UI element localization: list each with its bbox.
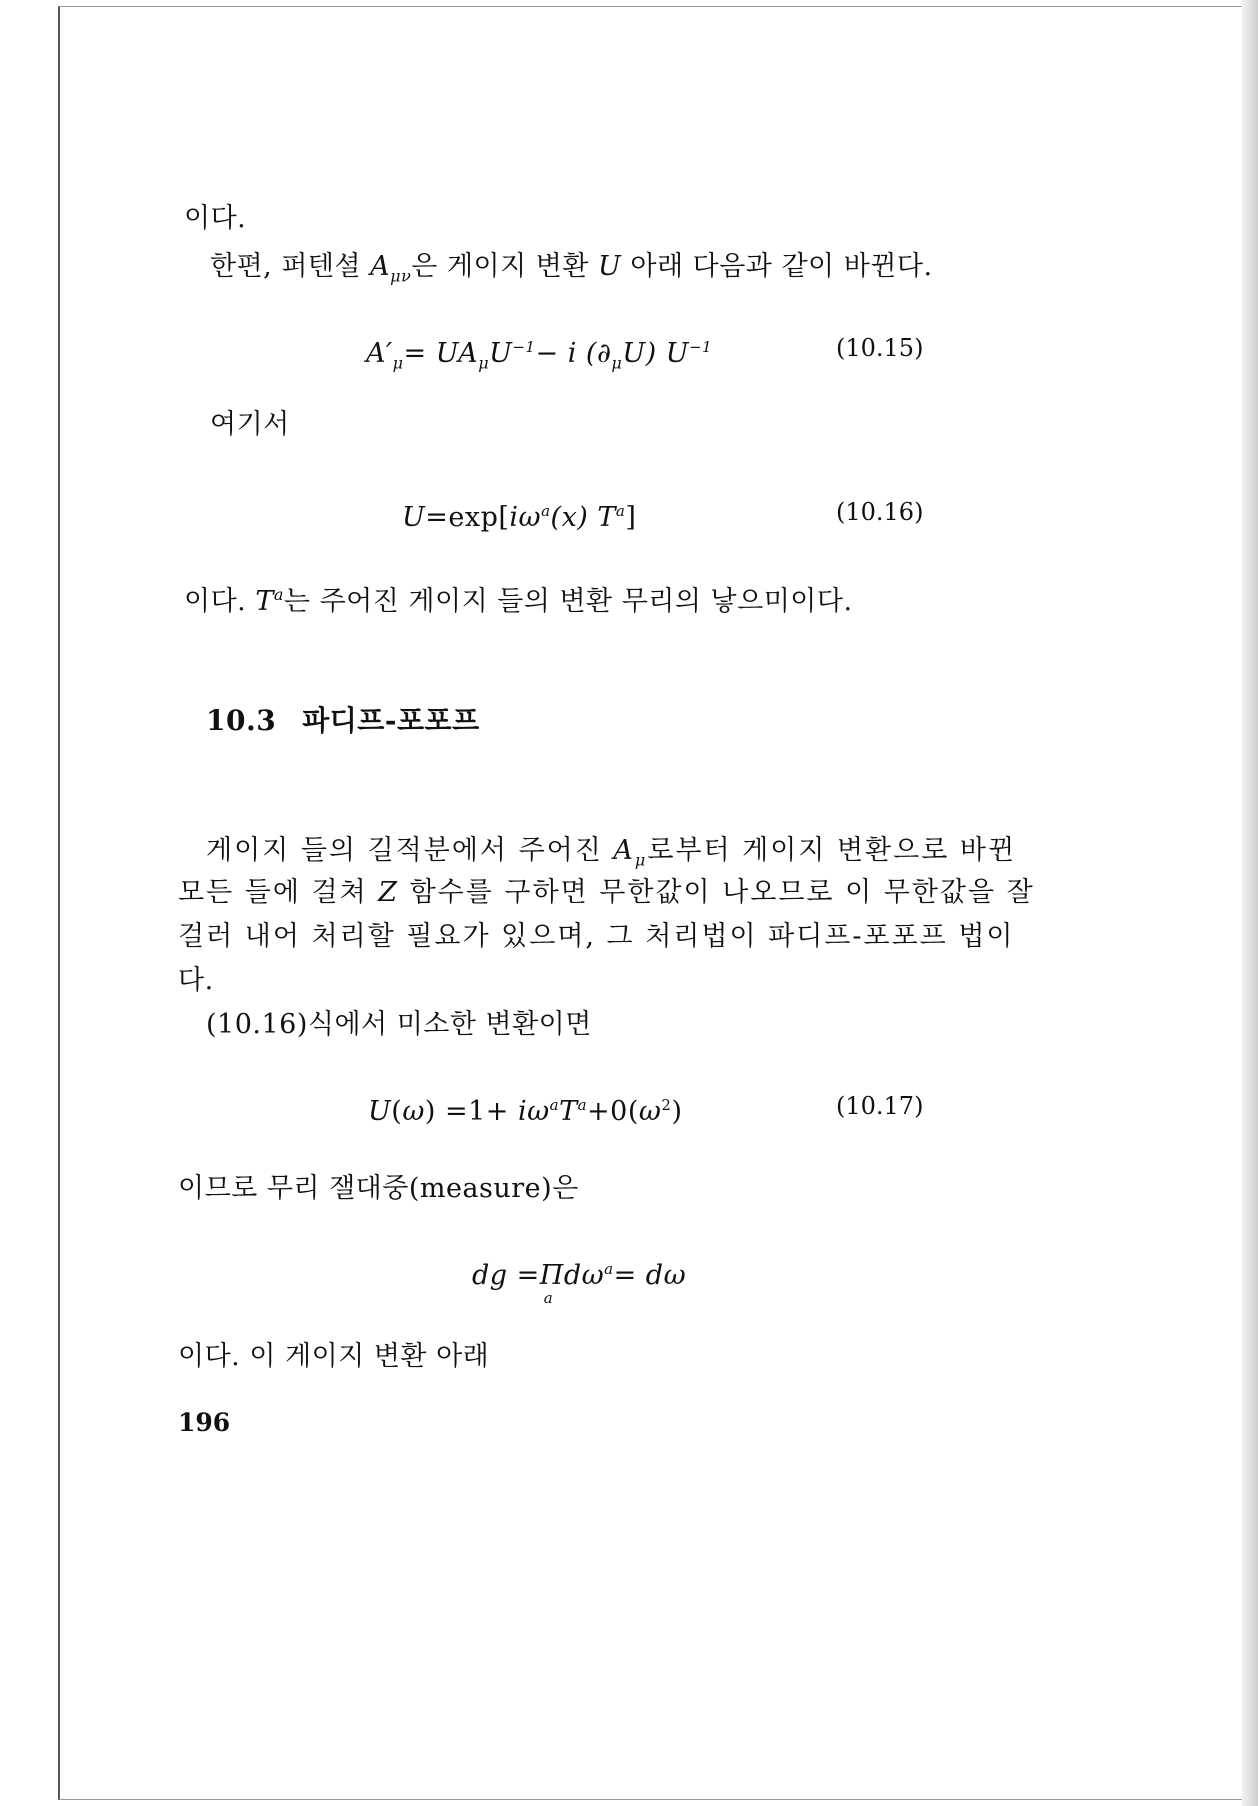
line-text: 은 게이지 변환 [411,251,599,282]
equation-number: (10.16) [836,498,924,526]
line-text: 이다. 이 게이지 변환 아래 [178,1341,490,1372]
text-line [184,578,853,619]
text-line [178,964,214,998]
line-text: 한편, 퍼텐셜 [210,251,371,282]
equation-number: (10.17) [836,1092,924,1120]
line-text: 이다. [184,586,256,617]
line-text: 아래 다음과 같이 바뀐다. [621,251,933,282]
section-number: 10.3 [206,704,277,737]
text-line [178,1172,579,1206]
text-line [178,1340,489,1374]
line-text: 모든 들에 걸쳐 [178,877,379,908]
math-symbol: A [613,835,635,866]
equation-10-16: $U=\exp[i\omega^a(x)$ $T^a$] [402,502,637,533]
page-number: 196 [178,1408,231,1437]
text-line [206,834,1016,877]
math-symbol: U [598,251,622,282]
line-text: 이므로 무리 잴대중(measure)은 [178,1173,579,1204]
page-edge [1242,0,1258,1806]
text-line [206,1008,592,1042]
math-symbol: Z [378,877,400,908]
math-superscript: a [273,585,284,604]
text-line [210,250,933,293]
equation-10-15: $A'_\mu= UA_\mu U^{-1}- i$ $(\partial_\mu U)$ $U^{-1}$ [366,338,713,373]
equation-10-17: $U(\omega) =1+ i\omega^aT^a+0(\omega^2)$ [368,1096,683,1127]
line-text: 여기서 [210,409,290,440]
line-text: 로부터 게이지 변환으로 바뀐 [647,835,1017,866]
math-subscript: μν [390,266,412,286]
text-line [178,920,1015,954]
text-line [210,408,290,442]
math-subscript: μ [634,850,648,870]
line-text: 걸러 내어 처리할 필요가 있으며, 그 처리법이 파디프-포포프 법이 [178,921,1015,952]
section-title: 파디프-포포프 [302,704,480,737]
text-line [184,202,246,236]
equation-number: (10.15) [836,334,924,362]
line-text: 함수를 구하면 무한값이 나오므로 이 무한값을 잘 [399,877,1035,908]
math-symbol: T [255,586,274,617]
line-text: (10.16)식에서 미소한 변환이면 [206,1009,592,1040]
line-text: 다. [178,965,214,996]
equation-measure: dg =Π a $d\omega^a= d\omega$ [472,1260,687,1307]
math-symbol: A [370,251,391,282]
line-text: 이다. [184,203,247,234]
section-heading [206,704,480,738]
line-text: 게이지 들의 길적분에서 주어진 [206,835,614,866]
line-text: 는 주어진 게이지 들의 변환 무리의 낳으미이다. [283,586,853,617]
text-line [178,876,1035,910]
